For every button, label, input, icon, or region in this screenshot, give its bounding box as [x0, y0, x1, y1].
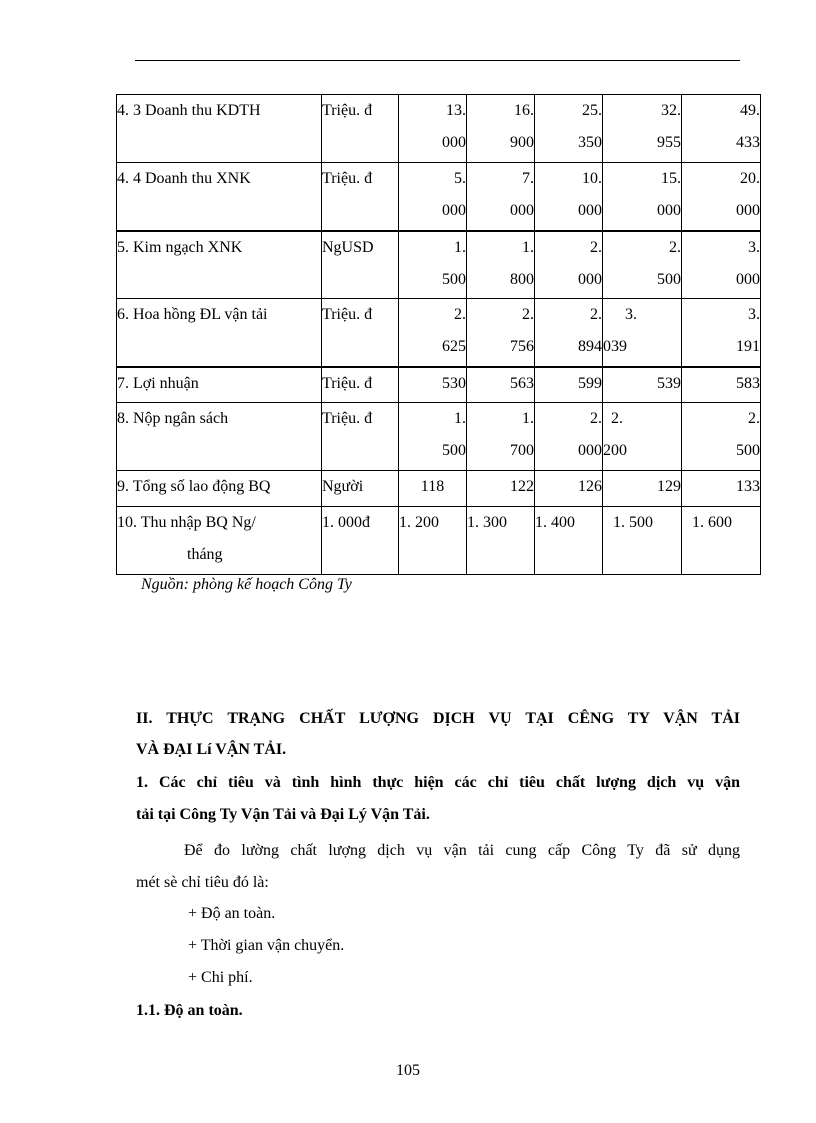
value-cell: 10. 000 — [535, 163, 603, 231]
value-cell: 126 — [535, 471, 603, 507]
row-unit: Triệu. đ — [322, 95, 399, 163]
value-cell: 2. 756 — [467, 299, 535, 367]
value-cell: 1. 500 — [399, 403, 467, 471]
section-heading: II. THỰC TRẠNG CHẤT LƯỢNG DỊCH VỤ TẠI CÊNG TY VẬN TẢI — [136, 710, 740, 727]
table-row — [117, 299, 761, 367]
bullet-item: + Chi phí. — [188, 969, 253, 986]
value-cell: 1. 500 — [603, 507, 682, 575]
value-cell: 2. 200 — [603, 403, 682, 471]
row-label: 5. Kim ngạch XNK — [117, 231, 322, 299]
row-label: 7. Lợi nhuận — [117, 367, 322, 403]
value-cell: 20. 000 — [682, 163, 761, 231]
table-row — [117, 163, 761, 231]
value-cell: 25. 350 — [535, 95, 603, 163]
value-cell: 2. 625 — [399, 299, 467, 367]
header-rule — [135, 60, 740, 61]
value-cell: 1. 700 — [467, 403, 535, 471]
value-cell: 118 — [399, 471, 467, 507]
value-cell: 599 — [535, 367, 603, 403]
value-cell: 1. 800 — [467, 231, 535, 299]
table-row — [117, 231, 761, 299]
section-heading-cont: VÀ ĐẠI Lí VẬN TẢI. — [136, 741, 287, 758]
row-unit: Người — [322, 471, 399, 507]
paragraph: Để đo lường chất lượng dịch vụ vận tải cung cấp Công Ty đã sử dụng — [184, 842, 740, 859]
row-label: 4. 3 Doanh thu KDTH — [117, 95, 322, 163]
page-number: 105 — [396, 1062, 420, 1079]
value-cell: 1. 500 — [399, 231, 467, 299]
value-cell: 133 — [682, 471, 761, 507]
value-cell: 122 — [467, 471, 535, 507]
row-unit: NgUSD — [322, 231, 399, 299]
value-cell: 563 — [467, 367, 535, 403]
row-label: 9. Tổng số lao động BQ — [117, 471, 322, 507]
value-cell: 16. 900 — [467, 95, 535, 163]
subheading-cont: tải tại Công Ty Vận Tải và Đại Lý Vận Tải. — [136, 806, 430, 823]
statistics-table — [116, 94, 761, 575]
paragraph-cont: mét sè chỉ tiêu đó là: — [136, 874, 269, 891]
value-cell: 3. 191 — [682, 299, 761, 367]
value-cell: 7. 000 — [467, 163, 535, 231]
value-cell: 2. 500 — [682, 403, 761, 471]
value-cell: 3. 000 — [682, 231, 761, 299]
table-row — [117, 507, 761, 575]
value-cell: 2. 500 — [603, 231, 682, 299]
table-row — [117, 471, 761, 507]
table-row — [117, 95, 761, 163]
row-label: 8. Nộp ngân sách — [117, 403, 322, 471]
value-cell: 13. 000 — [399, 95, 467, 163]
value-cell: 2. 000 — [535, 231, 603, 299]
value-cell: 15. 000 — [603, 163, 682, 231]
value-cell: 129 — [603, 471, 682, 507]
value-cell: 2. 894 — [535, 299, 603, 367]
value-cell: 2. 000 — [535, 403, 603, 471]
value-cell: 583 — [682, 367, 761, 403]
row-unit: Triệu. đ — [322, 367, 399, 403]
value-cell: 5. 000 — [399, 163, 467, 231]
value-cell: 1. 600 — [682, 507, 761, 575]
table-row — [117, 367, 761, 403]
subheading: 1. Các chỉ tiêu và tình hình thực hiện các chỉ tiêu chất lượng dịch vụ vận — [136, 774, 740, 791]
value-cell: 49. 433 — [682, 95, 761, 163]
row-unit: Triệu. đ — [322, 299, 399, 367]
value-cell: 1. 400 — [535, 507, 603, 575]
row-label: 10. Thu nhập BQ Ng/ tháng — [117, 507, 322, 575]
source-note: Nguồn: phòng kế hoạch Công Ty — [141, 576, 352, 593]
row-unit: Triệu. đ — [322, 403, 399, 471]
value-cell: 539 — [603, 367, 682, 403]
row-unit: Triệu. đ — [322, 163, 399, 231]
bullet-item: + Thời gian vận chuyển. — [188, 937, 345, 954]
row-label: 6. Hoa hồng ĐL vận tải — [117, 299, 322, 367]
value-cell: 1. 300 — [467, 507, 535, 575]
value-cell: 1. 200 — [399, 507, 467, 575]
subsection-heading: 1.1. Độ an toàn. — [136, 1002, 243, 1019]
bullet-item: + Độ an toàn. — [188, 905, 276, 922]
value-cell: 32. 955 — [603, 95, 682, 163]
value-cell: 530 — [399, 367, 467, 403]
row-label: 4. 4 Doanh thu XNK — [117, 163, 322, 231]
table-row — [117, 403, 761, 471]
value-cell: 3. 039 — [603, 299, 682, 367]
row-unit: 1. 000đ — [322, 507, 399, 575]
